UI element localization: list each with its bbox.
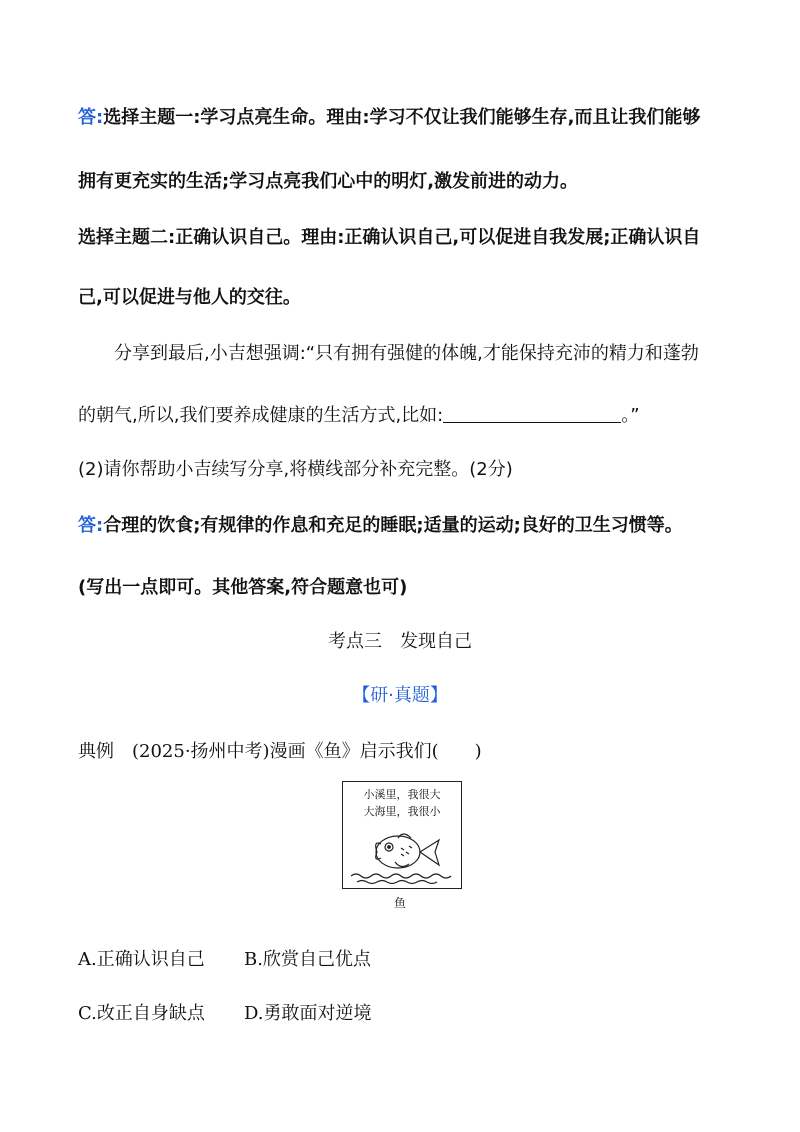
answer1-line4: 己,可以促进与他人的交往。 [78, 287, 301, 308]
answer2-line1-text: 合理的饮食;有规律的作息和充足的睡眠;适量的运动;良好的卫生习惯等。 [103, 515, 683, 536]
answer1-line3: 选择主题二:正确认识自己。理由:正确认识自己,可以促进自我发展;正确认识自 [78, 227, 701, 248]
answer-tag: 答: [78, 107, 104, 128]
option-c[interactable]: C.改正自身缺点 [78, 1003, 205, 1024]
example-text: (2025·扬州中考)漫画《鱼》启示我们( ) [132, 741, 482, 762]
answer2-line2: (写出一点即可。其他答案,符合题意也可) [78, 577, 408, 598]
example-line [78, 740, 482, 764]
option-a[interactable]: A.正确认识自己 [78, 949, 205, 970]
option-d[interactable]: D.勇敢面对逆境 [244, 1003, 372, 1024]
section-title: 考点三 发现自己 [328, 631, 472, 652]
comic-caption-line1: 小溪里，我很大 [363, 788, 441, 801]
passage-line2 [78, 404, 640, 428]
fish-comic [342, 781, 462, 889]
section-tag: 【研·真题】 [352, 685, 448, 706]
passage-line2-end: 。” [621, 405, 640, 426]
example-label: 典例 [78, 741, 114, 762]
answer-tag: 答: [78, 515, 104, 536]
answer2-line1 [78, 514, 683, 538]
answer1-line1-text: 选择主题一:学习点亮生命。理由:学习不仅让我们能够生存,而且让我们能够 [103, 107, 701, 128]
comic-title: 鱼 [393, 896, 406, 910]
passage-line1: 分享到最后,小吉想强调:“只有拥有强健的体魄,才能保持充沛的精力和蓬勃 [114, 343, 699, 364]
comic-caption-line2: 大海里，我很小 [363, 805, 441, 818]
option-b[interactable]: B.欣赏自己优点 [244, 949, 371, 970]
question-2: (2)请你帮助小吉续写分享,将横线部分补充完整。(2分) [78, 459, 513, 480]
answer1-line2: 拥有更充实的生活;学习点亮我们心中的明灯,激发前进的动力。 [78, 171, 579, 192]
fish-illustration [343, 782, 461, 888]
passage-line2-text: 的朝气,所以,我们要养成健康的生活方式,比如: [78, 405, 444, 426]
answer-blank [443, 404, 621, 423]
answer1-line1 [78, 106, 700, 130]
